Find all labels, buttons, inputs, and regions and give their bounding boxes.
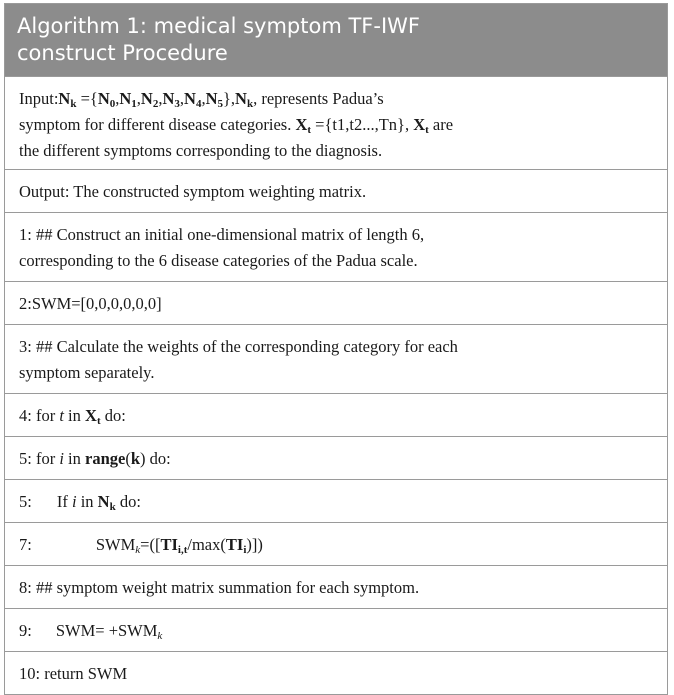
step-1-row [5,212,667,281]
step-9-text: 9: $SWM= +SWM_k$ [19,621,163,642]
step-3-line-1: 3: ## Calculate the weights of the corresponding category for each [19,337,458,356]
title-line-2: construct Procedure [17,41,228,65]
input-line-1: $Input:N_k =\{N_0,N_1,N_2,N_3,N_4,N_5\},N_k$, represents Padua’s [19,89,384,110]
output-row [5,169,667,212]
step-7-text: 7: $SWM_k=([TI_{i,t}/\max(TI_i)])$ [19,535,263,556]
step-2-text: 2:SWM=[0,0,0,0,0,0] [19,294,162,313]
step-8-text: 8: ## symptom weight matrix summation for each symptom. [19,578,420,597]
step-10-text: 10: return SWM [19,664,128,683]
step-5a-row [5,436,667,479]
input-row [5,76,667,169]
step-3-line-2: symptom separately. [19,363,155,382]
step-1-line-1: 1: ## Construct an initial one-dimensional matrix of length 6, [19,225,425,244]
step-8-row [5,565,667,608]
step-9-row [5,608,667,651]
step-5a-text: 5: for i in range(k) do: [19,449,171,468]
step-4-row [5,393,667,436]
step-2-row [5,281,667,324]
step-1-line-2: corresponding to the 6 disease categories of the Padua scale. [19,251,418,270]
step-5b-row [5,479,667,522]
output-text: Output: The constructed symptom weighting matrix. [19,182,367,201]
algorithm-table [4,3,668,695]
algorithm-title [5,4,667,76]
step-4-text: 4: for t in $X_t$ do: [19,406,126,427]
title-line-1: Algorithm 1: medical symptom TF-IWF [17,14,420,38]
step-5b-text: 5: If i in $N_k$ do: [19,492,141,513]
input-line-2: symptom for different disease categories. $X_t =\{t1,t2...,Tn\}$, $X_t$ are [19,115,454,136]
input-line-3: the different symptoms corresponding to the diagnosis. [19,141,383,160]
step-10-row [5,651,667,694]
step-7-row [5,522,667,565]
step-3-row [5,324,667,393]
